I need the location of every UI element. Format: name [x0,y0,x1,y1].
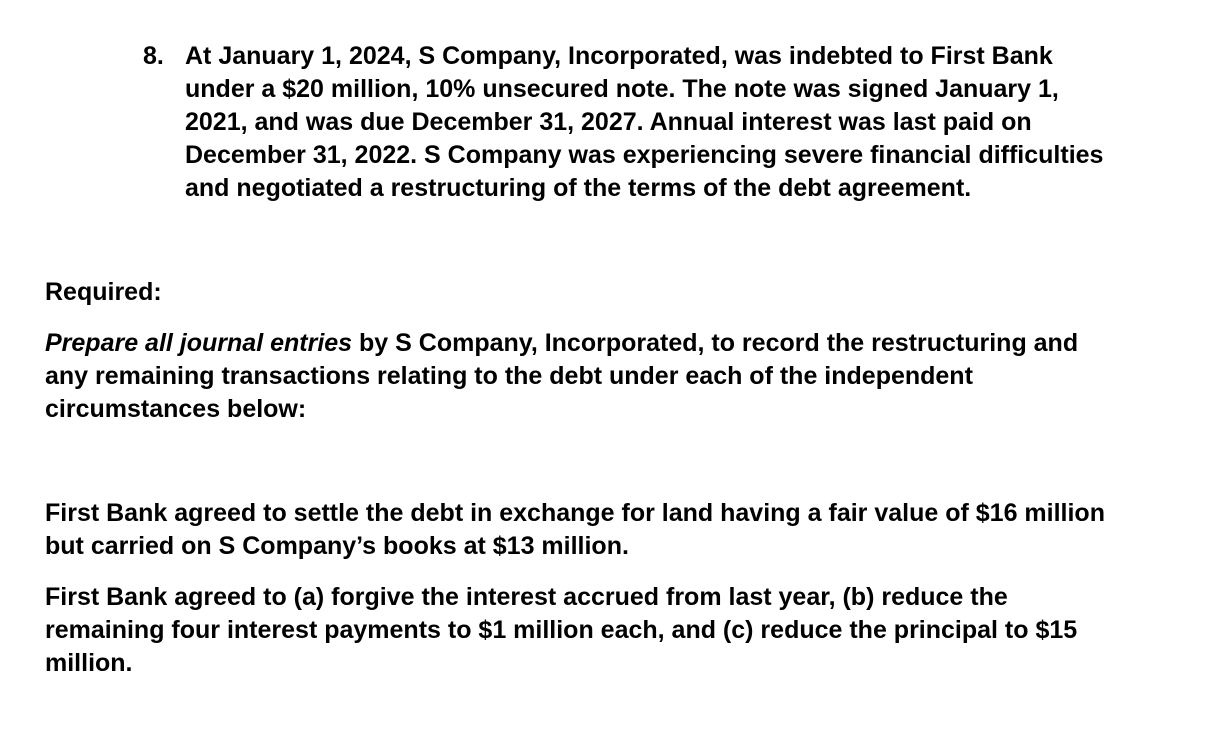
scenario-line: First Bank agreed to (a) forgive the interest accrued from last year, (b) reduce the [45,583,1008,611]
problem-line: under a $20 million, 10% unsecured note. The note was signed January 1, [185,75,1059,103]
instructions-line [45,327,1195,360]
problem-text [185,40,1185,205]
instructions-line: any remaining transactions relating to the debt under each of the independent [45,362,973,390]
scenario-line: First Bank agreed to settle the debt in exchange for land having a fair value of $16 million [45,499,1105,527]
required-heading: Required: [45,278,162,306]
instructions-emphasis: Prepare all journal entries [45,329,353,357]
instructions-line: circumstances below: [45,395,307,423]
problem-line: 2021, and was due December 31, 2027. Annual interest was last paid on [185,108,1032,136]
scenario-modification-of-terms [45,581,1195,680]
scenario-line: million. [45,649,133,677]
problem-number: 8. [143,42,164,70]
problem-line: December 31, 2022. S Company was experiencing severe financial difficulties [185,141,1104,169]
problem-line: and negotiated a restructuring of the terms of the debt agreement. [185,174,972,202]
instructions-line-rest: by S Company, Incorporated, to record the restructuring and [352,329,1079,357]
scenario-line: but carried on S Company’s books at $13 million. [45,532,629,560]
scenario-line: remaining four interest payments to $1 million each, and (c) reduce the principal to $15 [45,616,1078,644]
problem-line: At January 1, 2024, S Company, Incorporated, was indebted to First Bank [185,42,1053,70]
scenario-land-settlement [45,497,1195,563]
instructions [45,327,1195,426]
